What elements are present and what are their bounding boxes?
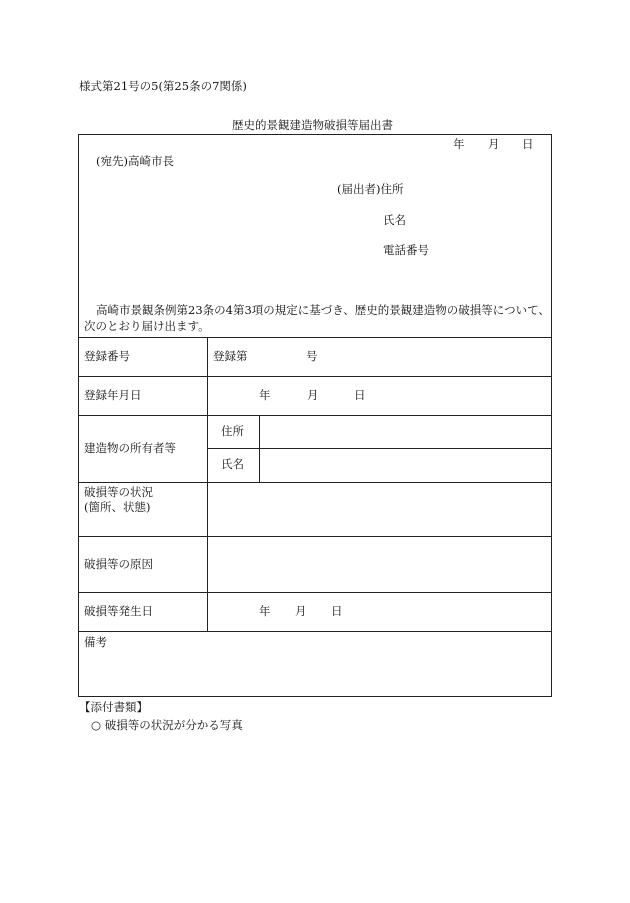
row-divider [78,415,552,416]
statement-line-1: 高崎市景観条例第23条の4第3項の規定に基づき、歴史的景観建造物の破損等について、 [96,303,550,317]
registration-date-year: 年 [259,388,271,402]
damage-cause-label: 破損等の原因 [84,557,153,571]
registration-date-label: 登録年月日 [84,388,142,402]
damage-date-month: 月 [295,604,307,618]
owner-column-divider [259,415,260,482]
damage-status-sublabel: (箇所、状態) [84,500,151,514]
date-year: 年 [453,137,465,151]
document-title: 歴史的景観建造物破損等届出書 [232,118,393,132]
damage-date-label: 破損等発生日 [84,604,153,618]
form-number: 様式第21号の5(第25条の7関係) [79,79,247,93]
attachments-heading: 【添付書類】 [79,700,148,714]
owner-address-label: 住所 [221,424,244,438]
damage-date-year: 年 [259,604,271,618]
notifier-name-label: 氏名 [383,213,406,227]
owner-name-label: 氏名 [221,457,244,471]
label-column-divider [207,337,208,631]
registration-number-suffix: 号 [306,349,318,363]
notifier-address-label: (届出者)住所 [337,182,404,196]
registration-date-day: 日 [354,388,366,402]
row-divider [78,337,552,338]
row-divider [78,482,552,483]
statement-line-2: 次のとおり届け出ます。 [84,319,210,333]
row-divider [78,376,552,377]
row-divider [78,536,552,537]
attachment-item: ○ 破損等の状況が分かる写真 [91,718,243,732]
notifier-phone-label: 電話番号 [383,243,429,257]
row-divider [78,592,552,593]
addressee: (宛先)高崎市長 [96,154,174,168]
damage-status-label: 破損等の状況 [84,485,153,499]
registration-number-label: 登録番号 [84,349,130,363]
owner-label: 建造物の所有者等 [84,441,176,455]
remarks-label: 備考 [84,635,107,649]
date-day: 日 [522,137,534,151]
registration-date-month: 月 [307,388,319,402]
row-divider [78,631,552,632]
damage-date-day: 日 [331,604,343,618]
registration-number-prefix: 登録第 [213,349,248,363]
date-month: 月 [488,137,500,151]
